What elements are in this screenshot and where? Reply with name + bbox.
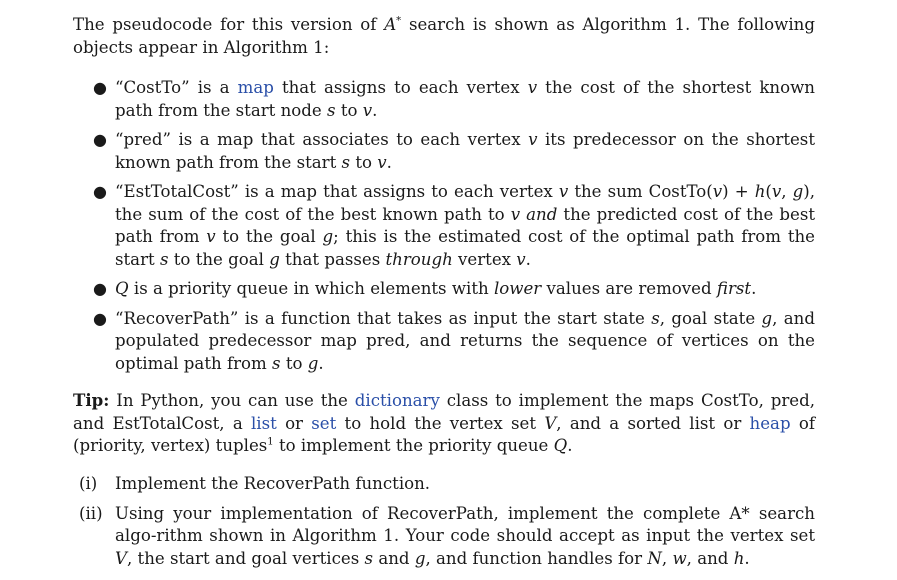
- list-item-esttotalcost: ● “EstTotalCost” is a map that assigns to each vertex v the sum CostTo(v) + h(v, g), the sum of the cost of the best known path to v and the predicted cost of the best path from v to the goal g; this is the estimated cost of the optimal path from the start s to the goal g that passes through vertex v.: [93, 182, 816, 269]
- objects-list: [73, 77, 815, 382]
- task-label: (ii): [79, 503, 103, 523]
- task-item-recoverpath: (i) Implement the RecoverPath function.: [73, 473, 815, 496]
- list-item-costto: ● “CostTo” is a map that assigns to each vertex v the cost of the shortest known path from the start node s to v.: [93, 78, 815, 120]
- list-item-pred: ● “pred” is a map that associates to each vertex v its predecessor on the shortest known path from the start s to v.: [93, 130, 815, 172]
- tip-label: Tip:: [73, 390, 110, 410]
- bullet-icon: ●: [93, 130, 107, 149]
- task-label: (i): [79, 474, 98, 493]
- task-list: [73, 473, 815, 577]
- list-item-recoverpath: ● “RecoverPath” is a function that takes as input the start state s, goal state g, and populated predecessor map pred, and returns the sequence of vertices on the optimal path from s to g.: [93, 308, 815, 373]
- list-link[interactable]: list: [250, 413, 277, 433]
- task-item-astar: (ii) Using your implementation of RecoverPath, implement the complete A* search algo-rithm shown in Algorithm 1. Your code should accept as input the vertex set V, the start and goal vertices s and g, and function handles for N, w, and h.: [79, 503, 815, 568]
- bullet-icon: ●: [93, 279, 107, 298]
- footnote-marker[interactable]: 1: [267, 436, 274, 448]
- set-link[interactable]: set: [311, 413, 337, 433]
- bullet-icon: ●: [93, 308, 107, 328]
- list-item-queue: ● Q is a priority queue in which elements with lower values are removed first.: [73, 278, 815, 301]
- bullet-icon: ●: [93, 78, 107, 97]
- bullet-icon: ●: [93, 182, 107, 201]
- tip-paragraph: Tip: In Python, you can use the dictionary class to implement the maps CostTo, pred, and EstTotalCost, a list or set to hold the vertex set V, and a sorted list or heap of (priority, vertex) tuples$^1$ to implement the priority queue Q.: [73, 390, 816, 455]
- map-link[interactable]: map: [237, 78, 274, 97]
- intro-paragraph: The pseudocode for this version of A* search is shown as Algorithm 1. The following objects appear in Algorithm 1:: [73, 15, 815, 57]
- heap-link[interactable]: heap: [749, 413, 791, 433]
- dictionary-link[interactable]: dictionary: [354, 391, 440, 410]
